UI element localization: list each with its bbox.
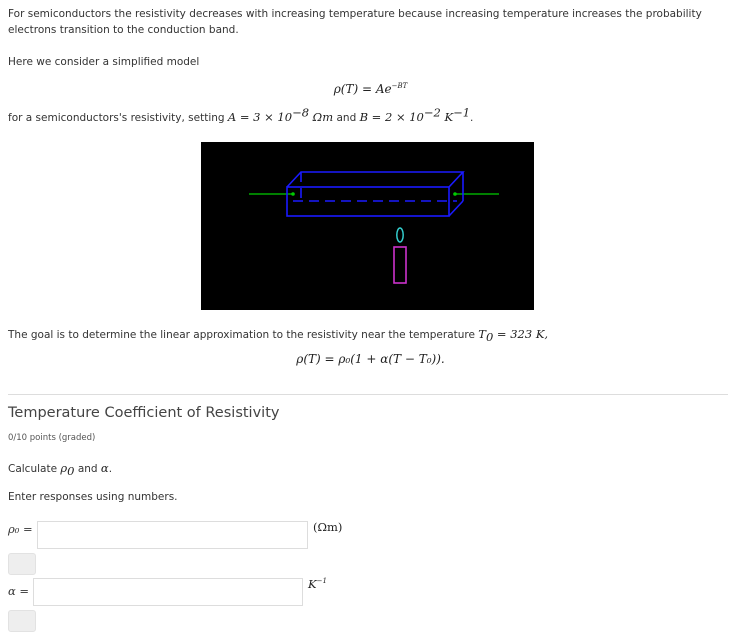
calculate-prefix: Calculate: [8, 463, 61, 475]
model-formula-exponent: −BT: [391, 82, 408, 90]
alpha-symbol: α: [100, 461, 109, 475]
left-terminal: [291, 192, 295, 196]
a-exponent: −8: [292, 105, 310, 120]
alpha-unit-base: K: [308, 577, 317, 591]
t0-subscript: 0: [485, 330, 494, 345]
b-value: B = 2 × 10: [359, 110, 424, 124]
rho0-submit-button[interactable]: [8, 553, 36, 575]
model-formula-base: ρ(T) = Ae: [333, 82, 392, 96]
rho0-unit: (Ωm): [313, 520, 343, 534]
rho-symbol: ρ: [60, 461, 68, 475]
section-divider: [8, 394, 728, 395]
alpha-input[interactable]: [33, 578, 303, 606]
b-unit-exponent: −1: [453, 105, 471, 120]
b-unit: K: [440, 110, 454, 124]
resistor-heating-diagram: [201, 142, 534, 310]
problem-title: Temperature Coefficient of Resistivity: [8, 405, 280, 421]
calculate-and: and: [74, 463, 101, 475]
alpha-unit-exponent: −1: [316, 577, 327, 586]
flame: [397, 228, 403, 242]
a-value: A = 3 × 10: [227, 110, 293, 124]
intro-paragraph: For semiconductors the resistivity decreases with increasing temperature because increasing temperature increases the probability electrons transition to the conduction band.: [8, 8, 702, 36]
calculate-prompt: [8, 460, 112, 477]
alpha-label: α =: [8, 584, 30, 598]
rho0-label: ρ₀ =: [8, 522, 33, 536]
model-intro-text: Here we consider a simplified model: [8, 56, 200, 68]
rho-subscript: 0: [67, 464, 75, 479]
t0-value: = 323 K,: [493, 327, 549, 341]
parameters-prefix: for a semiconductors's resistivity, setting: [8, 112, 225, 124]
instructions-text: Enter responses using numbers.: [8, 491, 178, 503]
rho0-input[interactable]: [37, 521, 308, 549]
goal-prefix: The goal is to determine the linear approximation to the resistivity near the temperature: [8, 329, 479, 341]
resistor-heating-figure: [201, 142, 534, 310]
parameters-end: .: [470, 112, 474, 124]
alpha-unit: [308, 577, 327, 591]
right-terminal: [453, 192, 457, 196]
b-exponent: −2: [423, 105, 441, 120]
parameters-text: [8, 105, 474, 126]
calculate-end: .: [108, 463, 113, 475]
goal-text: [8, 326, 548, 343]
model-formula: [0, 81, 741, 97]
alpha-submit-button[interactable]: [8, 610, 36, 632]
t0-symbol: T: [478, 327, 486, 341]
a-unit: Ωm: [309, 110, 334, 124]
linear-approx-formula: ρ(T) = ρ₀(1 + α(T − T₀)).: [296, 352, 445, 366]
candle: [394, 247, 406, 283]
points-status: 0/10 points (graded): [8, 433, 96, 443]
resistor-box: [287, 172, 463, 216]
parameters-and: and: [333, 112, 360, 124]
